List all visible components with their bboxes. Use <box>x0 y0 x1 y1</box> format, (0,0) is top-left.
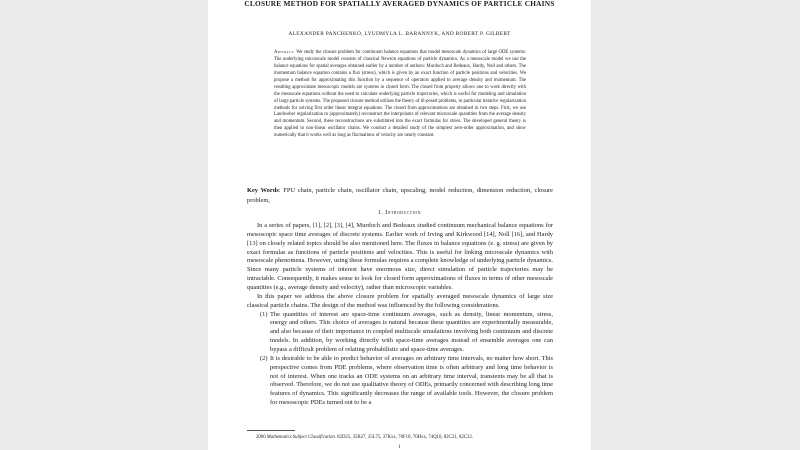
list-text: It is desirable to be able to predict behavior of averages on arbitrary time intervals, no matter how short. This perspective comes from PDE problems, where observation time is often arbitrary and long time behavior is not of interest. When one tracks an ODE systems on an arbitrary time interval, transients may be all that is observed. Therefore, we do not use qualitative theory of ODEs, primarily concerned with describing long time features of dynamics. This significantly decreases the range of available tools. However, the closure problem for mesoscopic PDEs turned out to be a <box>270 354 553 407</box>
paragraph: In this paper we address the above closure problem for spatially averaged mesoscale dynamics of large size classical particle chains. The design of the method was influenced by the following considerations. <box>247 292 553 309</box>
abstract-text: We study the closure problem for continuum balance equations that model mesoscale dynamics of large ODE systems. The underlying microscale model consists of classical Newton equations of particle dynamics. As a mesoscale model we use the balance equations for spatial averages obtained earlier by a number of authors: Murdoch and Bedeaux, Hardy, Noll and others. The momentum balance equation contains a flux (stress), which is given by an exact function of particle positions and velocities. We propose a method for approximating this function by a sequence of operators applied to average density and momentum. The resulting approximate mesoscopic models are systems in closed form. The closed from property allows one to work directly with the mesoscale equations without the need to calculate underlying particle trajectories, which is useful for modeling and simulation of large particle systems. The proposed closure method utilizes the theory of ill-posed problems, in particular iterative regularization methods for solving first order linear integral equations. The closed from approximations are obtained in two steps. First, we use Landweber regularization to (approximately) reconstruct the interpolants of relevant microscale quantities from the average density and momentum. Second, these reconstructions are substituted into the exact formulas for stress. The developed general theory is then applied to non-linear oscillator chains. We conduct a detailed study of the simplest zero-order approximation, and show numerically that it works well as long as fluctuations of velocity are nearly constant. <box>274 50 526 139</box>
body-text <box>247 222 553 408</box>
list-item <box>247 355 553 408</box>
keywords <box>247 186 553 205</box>
list-item <box>247 311 553 355</box>
list-number: (2) <box>260 354 268 362</box>
paper-title: CLOSURE METHOD FOR SPATIALLY AVERAGED DYNAMICS OF PARTICLE CHAINS <box>244 0 555 8</box>
footnote-rule <box>247 430 295 431</box>
footnote-label: Mathematics Subject Classification. <box>266 435 336 440</box>
section-heading <box>238 210 561 216</box>
footnote-codes: 82D25, 35B27, 35L75, 37Kxx, 70F10, 70Hxx, 74Q10, 82C21, 82C22. <box>337 435 473 440</box>
footnote-year: 2000 <box>256 435 266 440</box>
footnote <box>256 435 556 440</box>
keywords-text: : FPU chain, particle chain, oscillator chain, upscaling, model reduction, dimension reduction, closure problem, <box>247 187 553 204</box>
keywords-label: Key Words <box>247 187 279 194</box>
section-number: 1. <box>378 210 384 216</box>
abstract-label: Abstract. <box>274 50 295 55</box>
abstract <box>274 50 526 140</box>
paper-authors: ALEXANDER PANCHENKO, LYUDMYLA L. BARANNYK, AND ROBERT P. GILBERT <box>288 31 511 37</box>
paper-page <box>208 0 591 450</box>
list-text: The quantities of interest are space-time continuum averages, such as density, linear momentum, stress, energy and others. This choice of averages is natural because these quantities are experimentally measurable, and also because of their importance in coupled multiscale simulations involving both continuum and discrete models. In addition, by working directly with space-time averages instead of ensemble averages one can bypass a difficult problem of relating probabilistic and space-time averages. <box>270 310 553 354</box>
paragraph: In a series of papers, [1], [2], [3], [4], Murdoch and Bedeaux studied continuum mechanical balance equations for mesoscopic space time averages of discrete systems. Earlier work of Irving and Kirkwood [14], Noll [16], and Hardy [13] on closely related topics should be also mentioned here. The fluxes in balance equations (e. g. stress) are given by exact formulas as functions of particle positions and velocities. This is useful for linking microscale dynamics with mesoscale phenomena. However, using these formulas requires a complete knowledge of underlying particle dynamics. Since many particle systems of interest have enormous size, direct simulation of particle trajectories may be intractable. Consequently, it makes sense to look for closed form approximations of fluxes in terms of other mesoscale quantities (e.g., average density and velocity), rather than microscopic variables. <box>247 222 553 292</box>
section-title: Introduction <box>385 210 421 216</box>
page-number: 1 <box>398 445 401 450</box>
list-number: (1) <box>260 310 268 318</box>
